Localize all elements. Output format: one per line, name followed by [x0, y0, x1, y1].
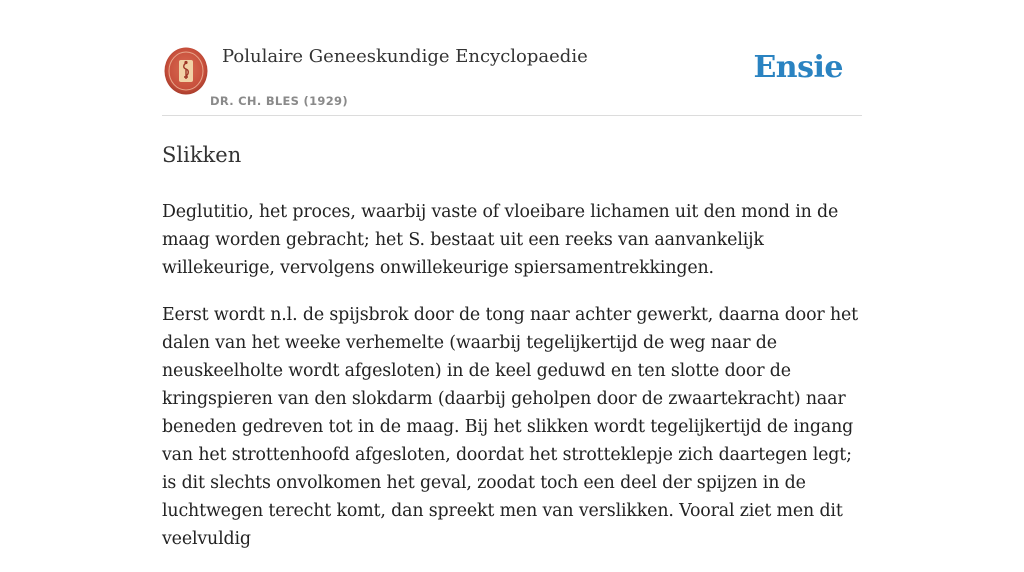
ensie-logo[interactable]: Ensie	[753, 50, 843, 85]
entry-paragraph: Eerst wordt n.l. de spijsbrok door de tong naar achter gewerkt, daarna door het dalen van het weeke verhemelte (waarbij tegelijkertijd de weg naar de neuskeelholte wordt afgesloten) in de keel geduwd en ten slotte door de kringspieren van den slokdarm (daarbij geholpen door de zwaartekracht) naar beneden gedreven tot in de maag. Bij het slikken wordt tegelijkertijd de ingang van het strottenhoofd afgesloten, doordat het strotteklepje zich daartegen legt; is dit slechts onvolkomen het geval, zoodat toch een deel der spijzen in de luchtwegen terecht komt, dan spreekt men van verslikken. Vooral ziet men dit veelvuldig	[162, 305, 858, 549]
entry-title: Slikken	[162, 143, 242, 167]
book-author: DR. CH. BLES (1929)	[210, 94, 348, 108]
book-cover-icon[interactable]	[164, 47, 208, 95]
book-title[interactable]: Polulaire Geneeskundige Encyclopaedie	[222, 46, 588, 67]
entry-content	[162, 140, 864, 572]
page-header	[162, 40, 862, 116]
entry-paragraph: Deglutitio, het proces, waarbij vaste of vloeibare lichamen uit den mond in de maag worden gebracht; het S. bestaat uit een reeks van aanvankelijk willekeurige, vervolgens onwillekeurige spiersamentrekkingen.	[162, 202, 839, 278]
